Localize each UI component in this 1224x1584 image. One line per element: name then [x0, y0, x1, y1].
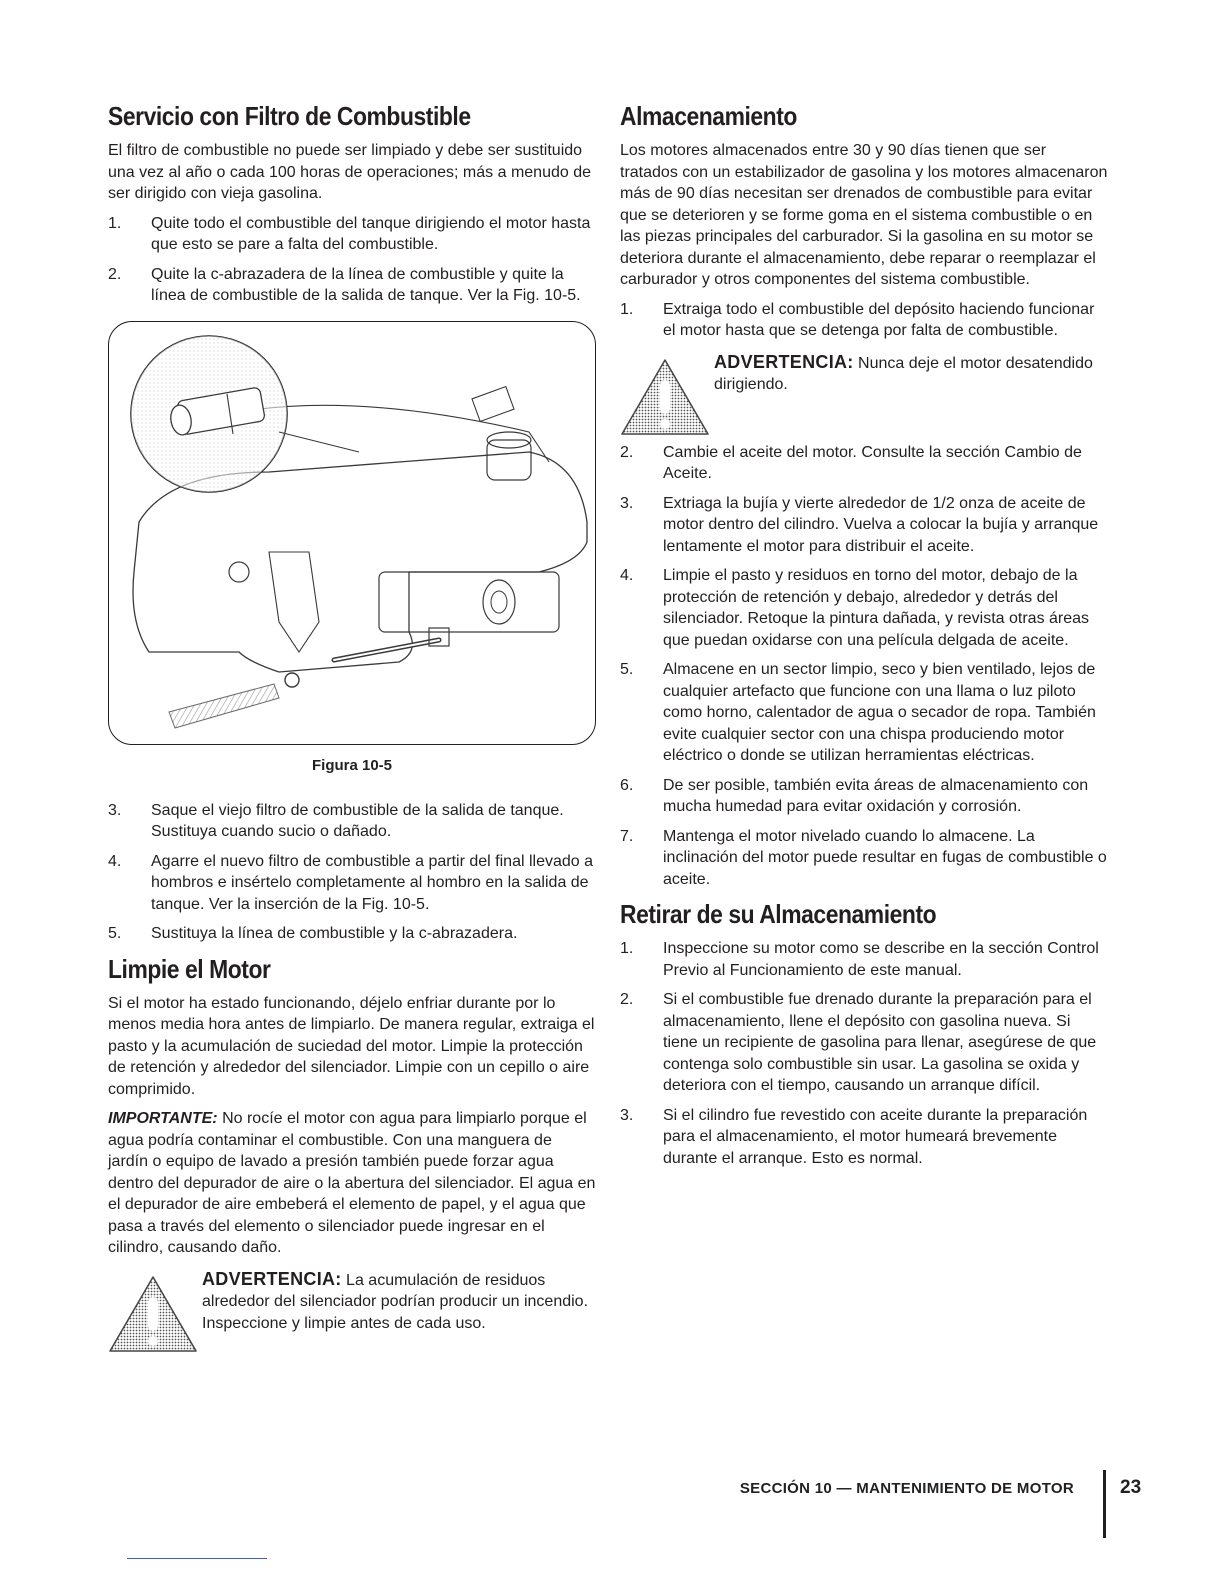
list-item	[620, 659, 1108, 767]
step-number: 5.	[620, 661, 634, 678]
fuel-filter-steps-b	[108, 800, 596, 945]
step-text: Almacene en un sector limpio, seco y bien ventilado, lejos de cualquier artefacto que funcione con una llama o luz piloto como horno, calentador de agua o secador de ropa. También evite cualquier sector con una chispa produciendo motor eléctrico o donde se utilizan herramientas eléctricas.	[663, 661, 1096, 764]
warning-label: ADVERTENCIA:	[714, 351, 854, 372]
storage-section	[620, 100, 1108, 890]
fuel-filter-intro: El filtro de combustible no puede ser limpiado y debe ser sustituido una vez al año o cada 100 horas de operaciones; más a menudo de ser dirigido con vieja gasolina.	[108, 142, 591, 202]
step-number: 4.	[620, 567, 634, 584]
list-item	[620, 442, 1108, 485]
page-number: 23	[1120, 1477, 1142, 1498]
step-number: 2.	[620, 443, 634, 461]
storage-steps-b	[620, 442, 1108, 891]
list-item	[620, 565, 1108, 651]
footer-divider	[1103, 1470, 1106, 1538]
list-item	[620, 989, 1108, 1097]
warning-text	[714, 352, 1108, 396]
step-number: 1.	[620, 300, 634, 318]
important-label: IMPORTANTE:	[108, 1110, 218, 1127]
fuel-filter-section	[108, 100, 596, 945]
warning-triangle-icon	[108, 1275, 198, 1353]
warning-text	[202, 1269, 596, 1335]
step-number: 2.	[620, 991, 634, 1008]
warning-label: ADVERTENCIA:	[202, 1268, 342, 1289]
step-text: Inspeccione su motor como se describe en la sección Control Previo al Funcionamiento de este manual.	[663, 940, 1099, 979]
warning-box	[620, 352, 1108, 424]
warning-box	[108, 1269, 596, 1341]
footer-section-title: SECCIÓN 10 — MANTENIMIENTO DE MOTOR	[739, 1480, 1074, 1497]
storage-heading: Almacenamiento	[620, 101, 797, 131]
list-item	[108, 800, 596, 843]
remove-storage-heading: Retirar de su Almacenamiento	[620, 899, 937, 929]
step-text: Sustituya la línea de combustible y la c-abrazadera.	[151, 925, 518, 942]
figure-caption: Figura 10-5	[311, 756, 393, 774]
warning-message: Nunca deje el motor desatendido dirigiendo.	[714, 354, 1093, 393]
fuel-filter-heading: Servicio con Filtro de Combustible	[108, 101, 471, 131]
step-text: Cambie el aceite del motor. Consulte la sección Cambio de Aceite.	[663, 443, 1082, 482]
warning-message: La acumulación de residuos alrededor del silenciador podrían producir un incendio. Inspeccione y limpie antes de cada uso.	[202, 1271, 589, 1332]
engine-fuel-filter-illustration	[109, 322, 596, 745]
list-item	[620, 1105, 1108, 1170]
step-text: Agarre el nuevo filtro de combustible a partir del final llevado a hombros e insértelo completamente al hombro en la salida de tanque. Ver la inserción de la Fig. 10-5.	[151, 852, 594, 913]
clean-engine-heading: Limpie el Motor	[108, 953, 271, 984]
step-text: Quite todo el combustible del tanque dirigiendo el motor hasta que esto se pare a falta del combustible.	[151, 214, 591, 253]
list-item	[108, 923, 596, 945]
step-number: 1.	[108, 214, 122, 232]
list-item	[620, 299, 1108, 342]
step-text: Mantenga el motor nivelado cuando lo almacene. La inclinación del motor puede resultar en fugas de combustible o aceite.	[663, 827, 1107, 888]
right-column	[620, 100, 1108, 1177]
list-item	[620, 775, 1108, 818]
remove-storage-steps	[620, 938, 1108, 1169]
bottom-divider	[127, 1558, 267, 1559]
step-text: Extriaga la bujía y vierte alrededor de 1/2 onza de aceite de motor dentro del cilindro. Vuelva a colocar la bujía y arranque lentamente el motor para distribuir el aceite.	[663, 494, 1099, 555]
step-text: Saque el viejo filtro de combustible de la salida de tanque. Sustituya cuando sucio o dañado.	[151, 801, 564, 840]
step-text: Extraiga todo el combustible del depósito haciendo funcionar el motor hasta que se detenga por falta de combustible.	[663, 300, 1095, 339]
step-number: 4.	[108, 852, 122, 870]
list-item	[108, 851, 596, 916]
step-number: 3.	[620, 1106, 634, 1124]
step-number: 1.	[620, 940, 634, 957]
step-number: 5.	[108, 925, 122, 942]
list-item	[620, 493, 1108, 558]
step-text: Si el cilindro fue revestido con aceite durante la preparación para el almacenamiento, el motor humeará brevemente durante el arranque. Esto es normal.	[663, 1106, 1088, 1167]
step-number: 2.	[108, 265, 122, 283]
important-text: No rocíe el motor con agua para limpiarlo porque el agua podría contaminar el combustible. Con una manguera de jardín o equipo de lavado a presión también puede forzar agua dentro del depurador de aire o la abertura del silenciador. El agua en el depurador de aire embeberá el elemento de papel, y el agua que pasa a través del elemento o silenciador puede ingresar en el cilindro, causando daño.	[108, 1110, 596, 1256]
clean-engine-paragraph: Si el motor ha estado funcionando, déjelo enfriar durante por lo menos media hora antes de limpiarlo. De manera regular, extraiga el pasto y la acumulación de suciedad del motor. Limpie la protección de retención y alrededor del silenciador. Limpie con un cepillo o aire comprimido.	[108, 994, 595, 1098]
clean-engine-section	[108, 953, 596, 1341]
step-text: Si el combustible fue drenado durante la preparación para el almacenamiento, llene el depósito con gasolina nueva. Si tiene un recipiente de gasolina para llenar, asegúrese de que contenga solo combustible sin usar. La gasolina se oxida y deteriora con el tiempo, causando un arranque difícil.	[663, 991, 1097, 1094]
step-number: 3.	[620, 494, 634, 512]
step-number: 3.	[108, 801, 122, 819]
step-number: 6.	[620, 776, 634, 794]
remove-storage-section	[620, 898, 1108, 1169]
step-text: Limpie el pasto y residuos en torno del motor, debajo de la protección de retención y debajo, alrededor y detrás del silenciador. Retoque la pintura dañada, y revista otras áreas que puedan oxidarse con una película delgada de aceite.	[663, 567, 1090, 649]
figure-10-5	[108, 321, 596, 745]
step-text: De ser posible, también evita áreas de almacenamiento con mucha humedad para evitar oxidación y corrosión.	[663, 776, 1089, 815]
list-item	[108, 264, 596, 307]
fuel-filter-steps-a	[108, 213, 596, 307]
warning-triangle-icon	[620, 358, 710, 436]
list-item	[620, 826, 1108, 891]
storage-intro: Los motores almacenados entre 30 y 90 días tienen que ser tratados con un estabilizador de gasolina y los motores almacenaron más de 90 días necesitan ser drenados de combustible para evitar que se deterioren y se forme goma en el sistema combustible o en las piezas principales del carburador. Si la gasolina en su motor se deteriora durante el almacenamiento, debe reparar o reemplazar el carburador y otros componentes del sistema combustible.	[620, 142, 1108, 288]
important-note	[108, 1108, 596, 1259]
storage-steps-a	[620, 299, 1108, 342]
list-item	[620, 938, 1108, 981]
left-column	[108, 100, 596, 1359]
step-text: Quite la c-abrazadera de la línea de combustible y quite la línea de combustible de la salida de tanque. Ver la Fig. 10-5.	[151, 265, 581, 304]
list-item	[108, 213, 596, 256]
step-number: 7.	[620, 827, 634, 845]
